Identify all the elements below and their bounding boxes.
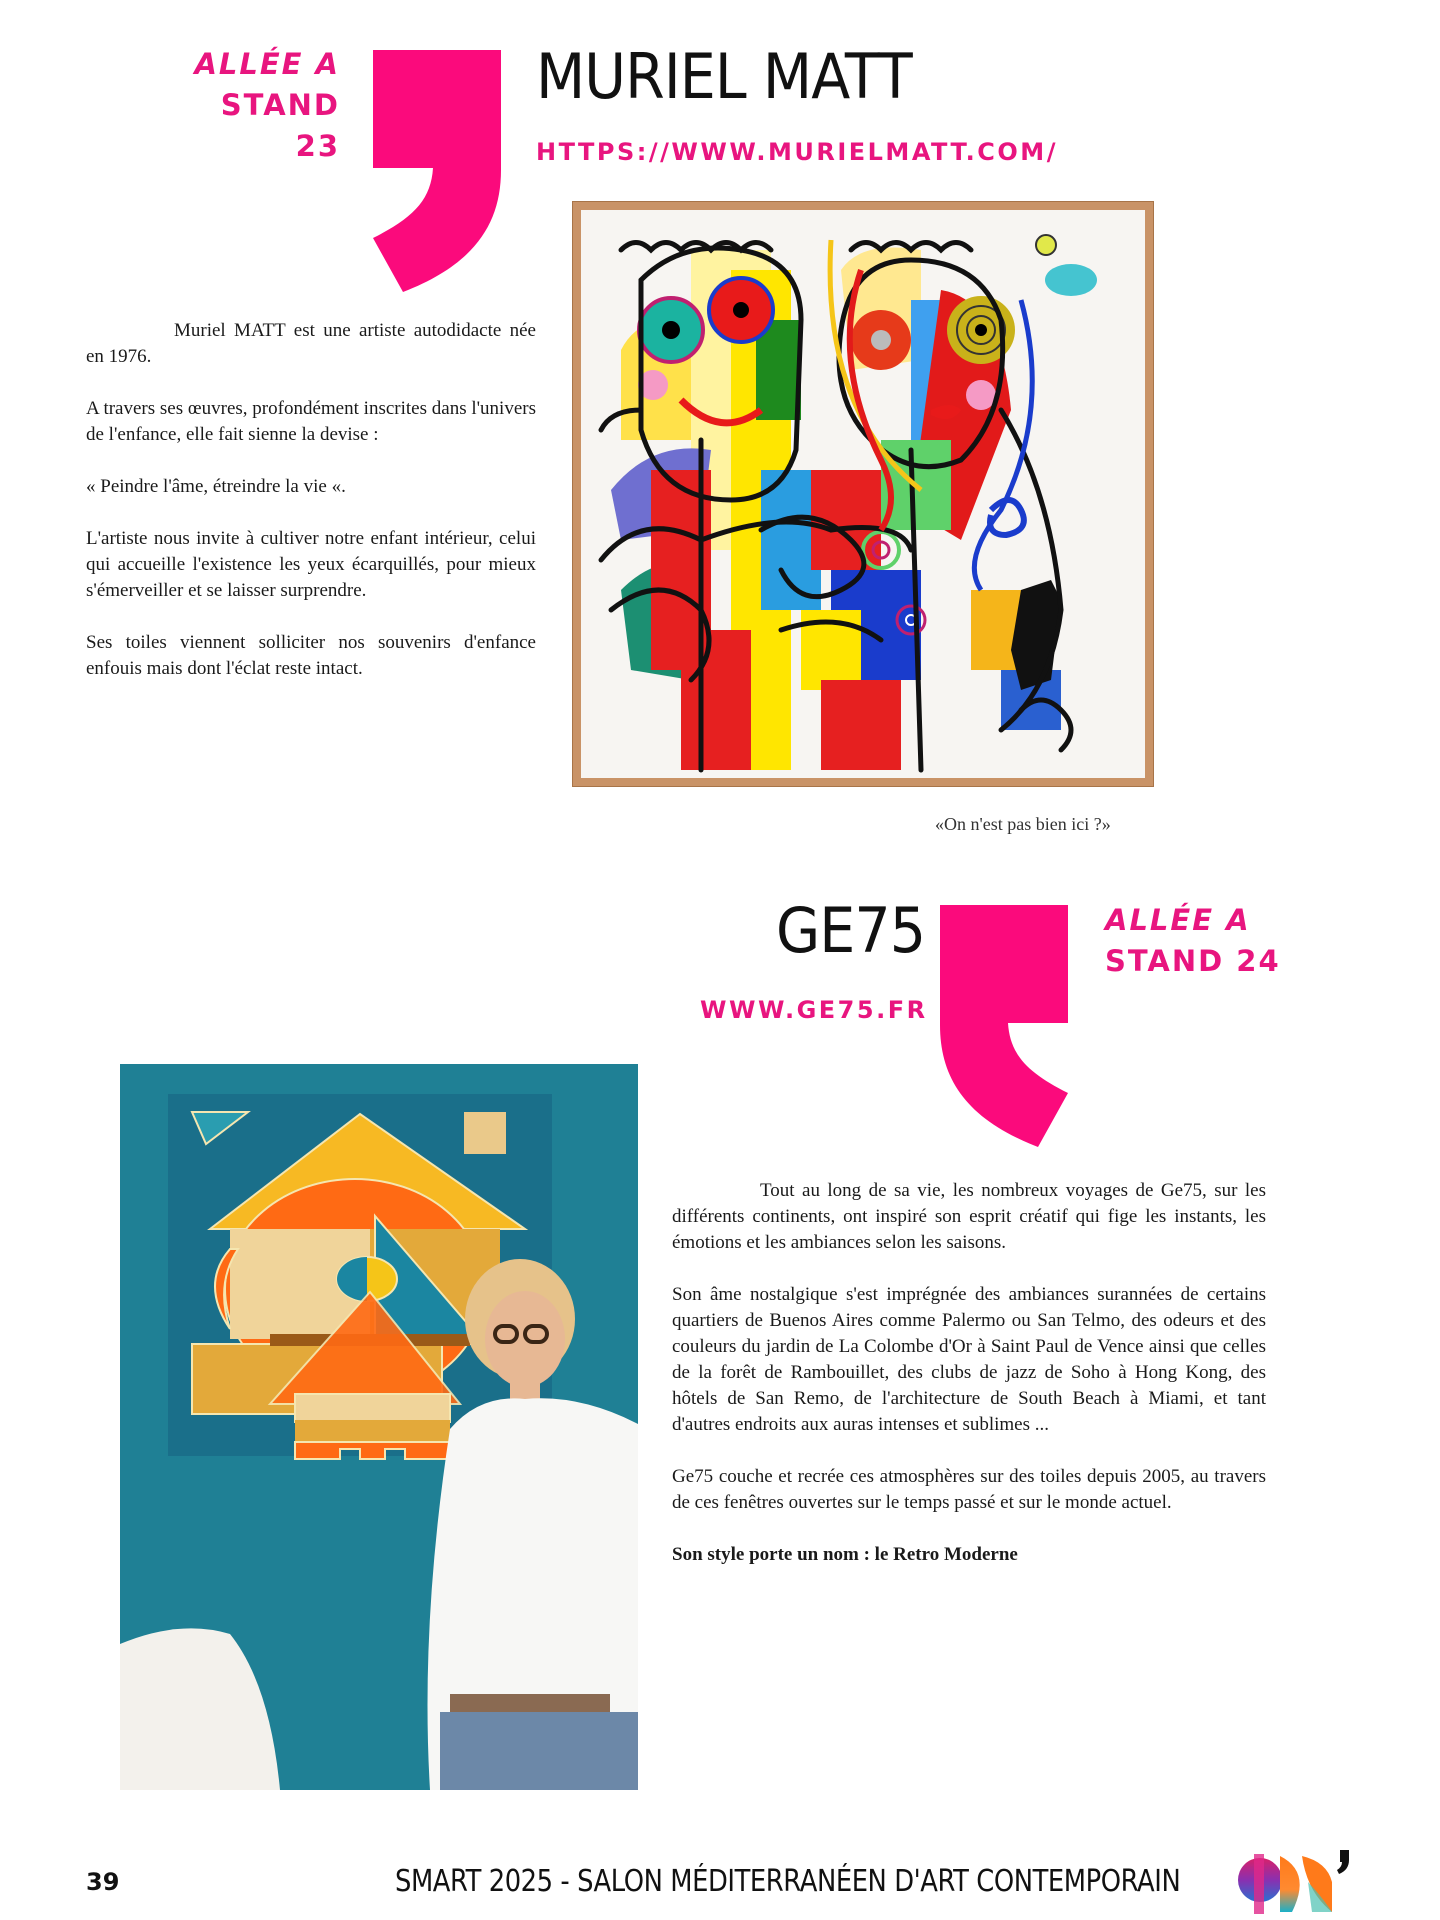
allee-label: ALLÉE A — [194, 47, 340, 81]
style-statement: Son style porte un nom : le Retro Moderne — [672, 1544, 1018, 1565]
artwork-caption: «On n'est pas bien ici ?» — [935, 814, 1111, 834]
comma-icon — [940, 905, 1068, 1147]
artist-with-painting-icon — [120, 1064, 638, 1790]
artist-photo — [120, 1064, 638, 1790]
bio-paragraph: Ge75 couche et recrée ces atmosphères sur des toiles depuis 2005, au travers de ces fenêtres ouvertes sur le temps passé et sur le monde actuel. — [672, 1466, 1266, 1513]
artist-website-link[interactable]: WWW.GE75.FR — [700, 996, 928, 1024]
artist-name: MURIEL MATT — [536, 40, 912, 113]
stand-number: STAND 23 — [220, 88, 340, 163]
artist-bio — [86, 318, 536, 708]
artist-name: GE75 — [776, 894, 926, 967]
footer-title: SMART 2025 - SALON MÉDITERRANÉEN D'ART CONTEMPORAIN — [395, 1864, 1181, 1899]
bio-paragraph: Muriel MATT est une artiste autodidacte née en 1976. — [86, 320, 536, 367]
bio-paragraph: L'artiste nous invite à cultiver notre enfant intérieur, celui qui accueille l'existence les yeux écarquillés, pour mieux s'émerveiller et se laisser surprendre. — [86, 528, 536, 601]
smart-logo-icon — [1232, 1842, 1362, 1920]
stand-label — [1105, 900, 1281, 982]
bio-paragraph: Ses toiles viennent solliciter nos souvenirs d'enfance enfouis mais dont l'éclat reste intact. — [86, 632, 536, 679]
abstract-painting-icon — [581, 210, 1145, 778]
allee-label: ALLÉE A — [1105, 903, 1251, 937]
bio-quote: « Peindre l'âme, étreindre la vie «. — [86, 476, 346, 497]
bio-paragraph: Son âme nostalgique s'est imprégnée des ambiances surannées de certains quartiers de Buenos Aires comme Palermo ou San Telmo, des odeurs et des couleurs du jardin de La Colombe d'Or à Saint Paul de Vence ainsi que celles de la forêt de Rambouillet, des clubs de jazz de Soho à Hong Kong, des hôtels de San Remo, de l'architecture de South Beach à Miami, et tant d'autres endroits aux auras intenses et sublimes ... — [672, 1284, 1266, 1435]
comma-icon — [373, 50, 501, 292]
stand-number: STAND 24 — [1105, 944, 1281, 978]
artist-website-link[interactable]: HTTPS://WWW.MURIELMATT.COM/ — [536, 138, 1058, 166]
artist-bio — [672, 1178, 1266, 1594]
bio-paragraph: Tout au long de sa vie, les nombreux voyages de Ge75, sur les différents continents, ont inspiré son esprit créatif qui fige les instants, les émotions et les ambiances selon les saisons. — [672, 1180, 1266, 1253]
artwork-image — [573, 202, 1153, 786]
page-number: 39 — [86, 1868, 120, 1896]
bio-paragraph: A travers ses œuvres, profondément inscrites dans l'univers de l'enfance, elle fait sienne la devise : — [86, 398, 536, 445]
stand-label — [190, 44, 340, 167]
